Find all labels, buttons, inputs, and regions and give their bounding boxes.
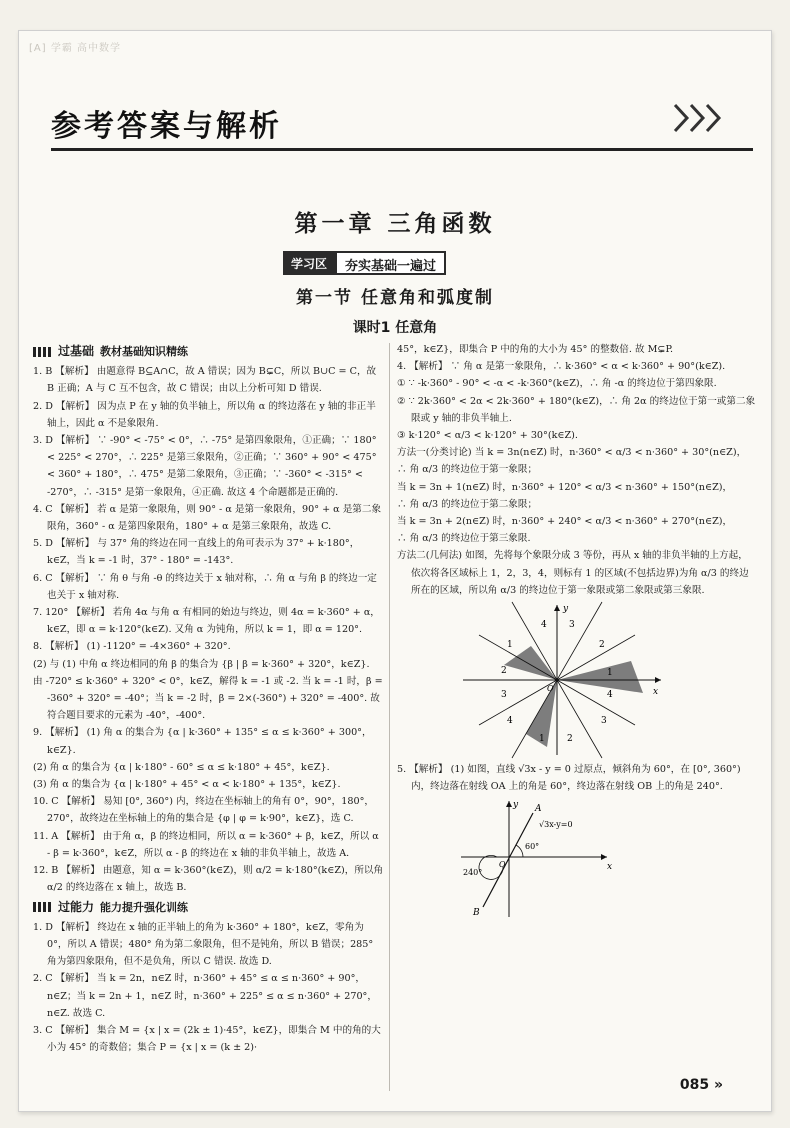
right-column xyxy=(397,341,757,923)
answer-item: 9. 【解析】 (1) 角 α 的集合为 {α | k·360° + 135° ≤ α ≤ k·360° + 300°，k∈Z}. xyxy=(33,727,372,756)
page-number: 085 » xyxy=(679,1077,723,1093)
region-label: 3 xyxy=(569,620,575,631)
answer-item: 3. D 【解析】 ∵ -90° < -75° < 0°，∴ -75° 是第四象限角，①正确；∵ 180° < 225° < 270°，∴ 225° 是第三象限角，②正确；∵ 360° + 90° < 475° < 360° + 180°，∴ 475° 是第二象限角，③正确；∵ -360° < -315° < -270°，∴ -315° 是第一象限角，④正确. 故这 4 个命题都是正确的. xyxy=(33,435,377,498)
axis-label-x: x xyxy=(607,862,613,873)
section-mark-icon xyxy=(33,902,53,912)
section-head-title: 过能力 xyxy=(58,899,95,914)
answer-item: 由 -720° ≤ k·360° + 320° < 0°，k∈Z，解得 k = -1 或 -2. 当 k = -1 时，β = -360° + 320° = -40°；当 k = -2 时，β = 2×(-360°) + 320° = -400°. 故符合题目要求的元素为 -40°，-400°. xyxy=(33,675,383,722)
answer-item: 1. B 【解析】 由题意得 B⊆A∩C，故 A 错误；因为 B⊊C，所以 B∪C = C，故 B 正确；A 与 C 互不包含，故 C 错误；由以上分析可知 D 错误. xyxy=(33,366,377,395)
page-sheet xyxy=(18,30,772,1112)
region-label: 1 xyxy=(539,734,545,745)
axis-label-y: y xyxy=(513,800,519,811)
answer-item: 2. D 【解析】 因为点 P 在 y 轴的负半轴上，所以角 α 的终边落在 y 轴的非正半轴上，因此 α 不是象限角. xyxy=(33,400,376,429)
answer-item: 当 k = 3n + 2(n∈Z) 时，n·360° + 240° < α/3 < n·360° + 270°(n∈Z)， xyxy=(397,516,733,528)
answer-item: (2) 与 (1) 中角 α 终边相同的角 β 的集合为 {β | β = k·360° + 320°，k∈Z}. xyxy=(33,658,370,670)
answer-item: 4. C 【解析】 若 α 是第一象限角，则 90° - α 是第一象限角，90° + α 是第二象限角，360° - α 是第四象限角，180° + α 是第三象限角，故选 C. xyxy=(33,503,382,533)
answer-item: ∴ 角 α/3 的终边位于第二象限； xyxy=(397,498,538,510)
answer-item: 8. 【解析】 (1) -1120° = -4×360° + 320°. xyxy=(33,641,231,653)
faded-header: [A] 学霸 高中数学 xyxy=(29,43,122,54)
answer-item: 3. C 【解析】 集合 M = {x | x = (2k ± 1)·45°，k∈Z}，即集合 M 中的角的大小为 45° 的奇数倍；集合 P = {x | x = (k ± 2)· xyxy=(33,1024,381,1054)
answer-item: ∴ 角 α/3 的终边位于第一象限； xyxy=(397,464,538,476)
answer-item: 5. 【解析】 (1) 如图，直线 √3x - y = 0 过原点，倾斜角为 60°，在 [0°, 360°) 内，终边落在射线 OA 上的角是 60°，终边落在射线 OB 上的角是 240°. xyxy=(397,764,741,793)
line-equation-label: √3x-y=0 xyxy=(539,820,573,830)
answer-item: 7. 120° 【解析】 若角 4α 与角 α 有相同的始边与终边，则 4α = k·360° + α，k∈Z，即 α = k·120°(k∈Z). 又角 α 为钝角，所以 k = 1，即 α = 120°. xyxy=(33,607,380,636)
region-label: 4 xyxy=(607,690,613,701)
chevrons-icon xyxy=(671,101,727,135)
region-label: 3 xyxy=(601,716,607,727)
zone-tag: 学习区 xyxy=(283,251,335,275)
region-label: 2 xyxy=(567,734,573,745)
region-label: 2 xyxy=(599,640,605,651)
axis-label-x: x xyxy=(653,687,659,698)
column-divider xyxy=(389,343,390,1091)
section-title: 第一节 任意角和弧度制 xyxy=(296,288,494,308)
title-rule xyxy=(51,148,753,151)
answer-item: 12. B 【解析】 由题意，知 α = k·360°(k∈Z)，则 α/2 = k·180°(k∈Z)，所以角 α/2 的终边落在 x 轴上，故选 B. xyxy=(33,865,384,894)
origin-label: O xyxy=(547,684,554,694)
answer-item: 方法二(几何法) 如图，先将每个象限分成 3 等份，再从 x 轴的非负半轴的上方起，依次将各区域标上 1，2，3，4，则标有 1 的区域(不包括边界)为角 α/3 的终边所在的区域，所以角 α/3 的终边位于第一象限或第二象限或第三象限. xyxy=(397,550,749,596)
point-b-label: B xyxy=(473,908,480,919)
answer-item: (2) 角 α 的集合为 {α | k·180° - 60° ≤ α ≤ k·180° + 45°，k∈Z}. xyxy=(33,761,330,773)
zone-text: 夯实基础一遍过 xyxy=(335,251,446,275)
lesson-title: 课时1 任意角 xyxy=(352,320,438,336)
point-a-label: A xyxy=(535,804,542,815)
answer-item: 2. C 【解析】 当 k = 2n，n∈Z 时，n·360° + 45° ≤ α ≤ n·360° + 90°，n∈Z；当 k = 2n + 1，n∈Z 时，n·360° + 225° ≤ α ≤ n·360° + 270°，n∈Z. 故选 C. xyxy=(33,973,377,1019)
answer-item: (3) 角 α 的集合为 {α | k·180° + 45° < α < k·180° + 135°，k∈Z}. xyxy=(33,779,341,791)
region-label: 1 xyxy=(607,668,613,679)
answer-item: 45°，k∈Z}，即集合 P 中的角的大小为 45° 的整数倍. 故 M⊊P. xyxy=(397,344,674,355)
answer-item: 当 k = 3n + 1(n∈Z) 时，n·360° + 120° < α/3 < n·360° + 150°(n∈Z)， xyxy=(397,481,733,493)
region-label: 4 xyxy=(541,620,547,631)
answer-item: 方法一(分类讨论) 当 k = 3n(n∈Z) 时，n·360° < α/3 < n·360° + 30°(n∈Z)， xyxy=(397,447,747,459)
page-title: 参考答案与解析 xyxy=(51,109,282,144)
zone-banner xyxy=(283,251,446,275)
section-head-basic xyxy=(33,343,385,360)
angle-60-label: 60° xyxy=(525,842,540,852)
origin-label: O xyxy=(499,860,506,870)
region-label: 4 xyxy=(507,716,513,727)
line-angle-diagram xyxy=(457,797,617,921)
region-label: 1 xyxy=(507,640,513,651)
answer-item: ③ k·120° < α/3 < k·120° + 30°(k∈Z). xyxy=(397,430,578,442)
answer-item: 5. D 【解析】 与 37° 角的终边在同一直线上的角可表示为 37° + k·180°，k∈Z，当 k = -1 时，37° - 180° = -143°. xyxy=(33,538,360,567)
quadrant-region-diagram xyxy=(457,601,667,759)
answer-item: 4. 【解析】 ∵ 角 α 是第一象限角，∴ k·360° < α < k·360° + 90°(k∈Z). xyxy=(397,361,726,373)
section-mark-icon xyxy=(33,347,53,357)
answer-item: 6. C 【解析】 ∵ 角 θ 与角 -θ 的终边关于 x 轴对称，∴ 角 α 与角 β 的终边一定也关于 x 轴对称. xyxy=(33,572,377,601)
answer-item: ① ∵ -k·360° - 90° < -α < -k·360°(k∈Z)，∴ 角 -α 的终边位于第四象限. xyxy=(397,378,717,390)
left-column xyxy=(33,341,385,1056)
angle-240-label: 240° xyxy=(463,868,483,878)
answer-item: 10. C 【解析】 易知 [0°, 360°) 内，终边在坐标轴上的角有 0°，90°，180°，270°，故终边在坐标轴上的角的集合是 {φ | φ = k·90°，k∈Z}，选 C. xyxy=(33,796,374,825)
answer-item: ② ∵ 2k·360° < 2α < 2k·360° + 180°(k∈Z)，∴ 角 2α 的终边位于第一或第二象限或 y 轴的非负半轴上. xyxy=(397,395,756,424)
chapter-title: 第一章 三角函数 xyxy=(294,211,496,237)
answer-item: ∴ 角 α/3 的终边位于第三象限. xyxy=(397,533,531,545)
answer-item: 11. A 【解析】 由于角 α，β 的终边相同，所以 α = k·360° + β，k∈Z，所以 α - β = k·360°，k∈Z，所以 α - β 的终边在 x 轴的非负半轴上，故选 A. xyxy=(33,830,379,859)
region-label: 2 xyxy=(501,666,507,677)
region-label: 3 xyxy=(501,690,507,701)
section-head-subtitle: 能力提升强化训练 xyxy=(100,900,189,914)
section-head-ability xyxy=(33,899,385,916)
section-head-title: 过基础 xyxy=(58,344,95,358)
section-head-subtitle: 教材基础知识精练 xyxy=(100,345,189,358)
answer-item: 1. D 【解析】 终边在 x 轴的正半轴上的角为 k·360° + 180°，k∈Z，零角为 0°，所以 A 错误；480° 角为第二象限角，但不是钝角，所以 B 错误；285° 角为第四象限角，但不是负角，所以 C 错误. 故选 D. xyxy=(33,921,374,968)
axis-label-y: y xyxy=(563,604,569,615)
